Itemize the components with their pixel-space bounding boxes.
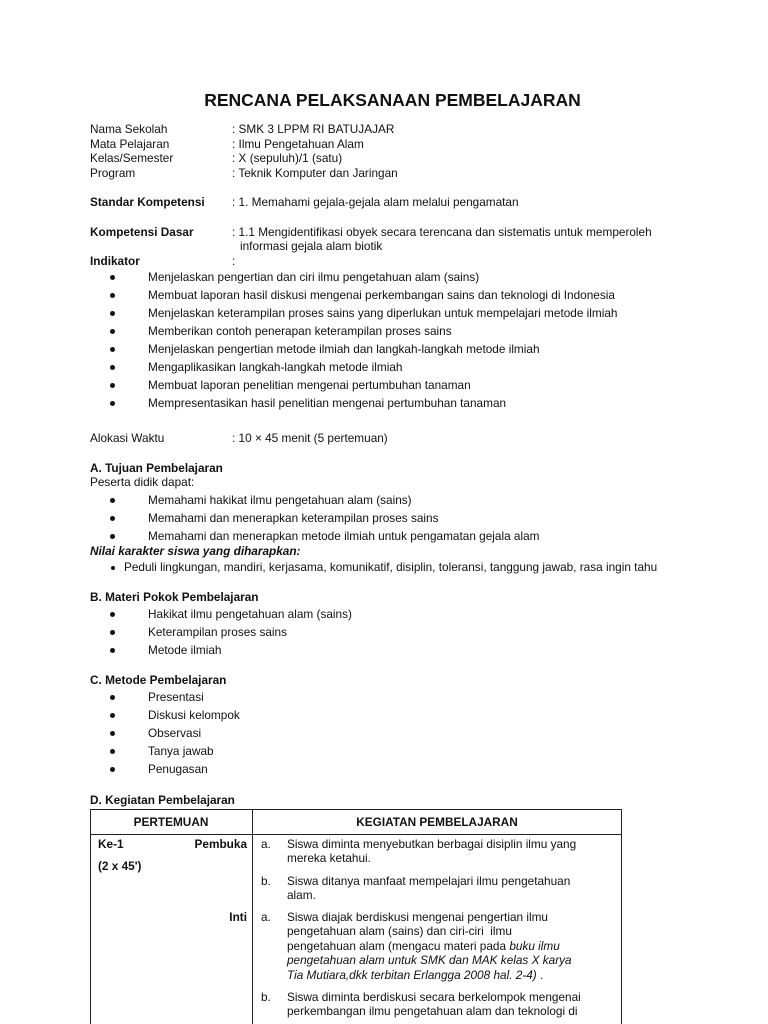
identity-label: Program bbox=[90, 166, 136, 181]
standar-kompetensi-label: Standar Kompetensi bbox=[90, 195, 205, 209]
bullet-icon bbox=[110, 516, 115, 521]
list-item bbox=[90, 558, 730, 576]
indikator-row bbox=[90, 254, 710, 268]
bullet-icon bbox=[110, 275, 115, 280]
page-title: RENCANA PELAKSANAAN PEMBELAJARAN bbox=[204, 90, 581, 110]
step-marker: b. bbox=[261, 990, 271, 1004]
alokasi-waktu-label: Alokasi Waktu bbox=[90, 431, 165, 445]
bullet-icon bbox=[110, 534, 115, 539]
list-item bbox=[90, 394, 730, 412]
list-item-text: Tanya jawab bbox=[148, 744, 214, 758]
book-reference: buku ilmu bbox=[509, 938, 560, 953]
list-item bbox=[90, 688, 730, 706]
section-heading: C. Metode Pembelajaran bbox=[90, 673, 227, 687]
alokasi-waktu bbox=[90, 431, 710, 445]
list-item-text: Membuat laporan penelitian mengenai pertumbuhan tanaman bbox=[148, 378, 471, 392]
identity-row bbox=[90, 151, 710, 166]
list-item-text: Memahami hakikat ilmu pengetahuan alam (sains) bbox=[148, 493, 412, 507]
step-line: mereka ketahui. bbox=[287, 851, 371, 866]
kompetensi-dasar bbox=[90, 225, 710, 253]
step-line: perkembangan ilmu pengetahuan alam dan teknologi di bbox=[287, 1004, 578, 1019]
karakter-heading-block bbox=[90, 544, 710, 558]
standar-kompetensi-row bbox=[90, 195, 710, 209]
bullet-icon bbox=[110, 612, 115, 617]
bullet-icon bbox=[110, 695, 115, 700]
list-item-text: Menjelaskan pengertian metode ilmiah dan langkah-langkah metode ilmiah bbox=[148, 342, 540, 356]
step-line bbox=[287, 968, 613, 982]
table-border-left bbox=[90, 809, 91, 1024]
materi-section bbox=[90, 590, 710, 604]
list-item-text: Memahami dan menerapkan keterampilan proses sains bbox=[148, 511, 439, 525]
alokasi-waktu-value: : 10 × 45 menit (5 pertemuan) bbox=[232, 431, 388, 445]
list-item bbox=[90, 641, 730, 659]
bullet-icon bbox=[110, 498, 115, 503]
step-line: alam. bbox=[287, 888, 316, 903]
identity-row bbox=[90, 166, 710, 181]
karakter-list bbox=[90, 558, 730, 576]
list-item-text: Memahami dan menerapkan metode ilmiah untuk pengamatan gejala alam bbox=[148, 529, 540, 543]
step-text bbox=[287, 910, 613, 982]
step-line: pengetahuan alam (sains) dan ciri-ciri ilmu bbox=[287, 924, 512, 939]
list-item-text: Presentasi bbox=[148, 690, 204, 704]
standar-kompetensi bbox=[90, 195, 710, 209]
step-marker: a. bbox=[261, 837, 271, 851]
list-item-text: Penugasan bbox=[148, 762, 208, 776]
list-item-text: Menjelaskan pengertian dan ciri ilmu pengetahuan alam (sains) bbox=[148, 270, 480, 284]
list-item bbox=[90, 760, 730, 778]
bullet-icon bbox=[110, 648, 115, 653]
list-item-text: Peduli lingkungan, mandiri, kerjasama, komunikatif, disiplin, toleransi, tanggung jawab, rasa ingin tahu bbox=[124, 560, 658, 574]
identity-row bbox=[90, 137, 710, 152]
list-item bbox=[90, 304, 730, 322]
bullet-icon bbox=[110, 630, 115, 635]
list-item-text: Mengaplikasikan langkah-langkah metode ilmiah bbox=[148, 360, 403, 374]
table-header-divider bbox=[90, 834, 622, 835]
bullet-icon bbox=[110, 767, 115, 772]
table-column-divider bbox=[252, 809, 253, 1024]
list-item bbox=[90, 623, 730, 641]
meeting-duration: (2 x 45') bbox=[98, 859, 142, 873]
karakter-heading: Nilai karakter siswa yang diharapkan: bbox=[90, 544, 301, 558]
section-heading: D. Kegiatan Pembelajaran bbox=[90, 793, 235, 807]
list-item bbox=[90, 286, 730, 304]
bullet-icon bbox=[110, 347, 115, 352]
list-item bbox=[90, 340, 730, 358]
tujuan-intro: Peserta didik dapat: bbox=[90, 475, 195, 489]
identity-block bbox=[90, 122, 710, 181]
step-line-closing: . bbox=[536, 967, 544, 982]
indikator-colon: : bbox=[232, 254, 236, 268]
metode-section bbox=[90, 673, 710, 687]
list-item-text: Diskusi kelompok bbox=[148, 708, 240, 722]
identity-row bbox=[90, 122, 710, 137]
indikator-heading bbox=[90, 254, 710, 268]
meeting-number: Ke-1 bbox=[98, 837, 124, 851]
bullet-icon bbox=[110, 383, 115, 388]
list-item bbox=[90, 322, 730, 340]
identity-label: Nama Sekolah bbox=[90, 122, 168, 136]
step-text bbox=[287, 837, 613, 866]
bullet-icon bbox=[110, 365, 115, 370]
bullet-icon bbox=[110, 401, 115, 406]
kompetensi-dasar-row bbox=[90, 239, 710, 253]
step-text bbox=[287, 990, 613, 1019]
bullet-icon bbox=[110, 293, 115, 298]
list-item bbox=[90, 527, 730, 545]
list-item bbox=[90, 358, 730, 376]
book-reference: Tia Mutiara,dkk terbitan Erlangga 2008 hal. 2-4) bbox=[287, 967, 537, 982]
bullet-icon bbox=[110, 749, 115, 754]
identity-value: : SMK 3 LPPM RI BATUJAJAR bbox=[232, 122, 395, 136]
bullet-icon bbox=[110, 311, 115, 316]
book-reference: pengetahuan alam untuk SMK dan MAK kelas X karya bbox=[287, 953, 572, 968]
step-line-text: pengetahuan alam (mengacu materi pada bbox=[287, 938, 510, 953]
list-item-text: Mempresentasikan hasil penelitian mengenai pertumbuhan tanaman bbox=[148, 396, 507, 410]
list-item bbox=[90, 706, 730, 724]
list-item-text: Metode ilmiah bbox=[148, 643, 222, 657]
list-item bbox=[90, 491, 730, 509]
identity-label: Mata Pelajaran bbox=[90, 136, 170, 151]
kompetensi-dasar-value: informasi gejala alam biotik bbox=[240, 239, 383, 253]
table-border-right bbox=[621, 809, 622, 1024]
bullet-icon bbox=[110, 731, 115, 736]
kompetensi-dasar-row bbox=[90, 225, 710, 239]
kegiatan-section bbox=[90, 793, 710, 807]
materi-list bbox=[90, 605, 730, 659]
tujuan-section bbox=[90, 461, 710, 489]
alokasi-waktu-row bbox=[90, 431, 710, 445]
list-item-text: Menjelaskan keterampilan proses sains yang diperlukan untuk mempelajari metode ilmiah bbox=[148, 306, 618, 320]
table-border-top bbox=[90, 809, 622, 810]
phase-label-pembuka: Pembuka bbox=[194, 837, 247, 851]
list-item-text: Hakikat ilmu pengetahuan alam (sains) bbox=[148, 607, 352, 621]
table-header-kegiatan: KEGIATAN PEMBELAJARAN bbox=[356, 815, 518, 829]
step-marker: a. bbox=[261, 910, 271, 924]
list-item-text: Observasi bbox=[148, 726, 202, 740]
kompetensi-dasar-label: Kompetensi Dasar bbox=[90, 225, 194, 239]
kompetensi-dasar-value: : 1.1 Mengidentifikasi obyek secara terencana dan sistematis untuk memperoleh bbox=[232, 225, 652, 239]
tujuan-list bbox=[90, 491, 730, 545]
step-line bbox=[287, 939, 613, 953]
identity-value: : Teknik Komputer dan Jaringan bbox=[232, 166, 398, 181]
identity-value: : Ilmu Pengetahuan Alam bbox=[232, 136, 364, 151]
phase-label-inti: Inti bbox=[229, 910, 247, 924]
identity-label: Kelas/Semester bbox=[90, 151, 174, 166]
bullet-icon bbox=[111, 566, 115, 570]
step-marker: b. bbox=[261, 874, 271, 888]
section-heading: B. Materi Pokok Pembelajaran bbox=[90, 590, 259, 604]
list-item-text: Membuat laporan hasil diskusi mengenai perkembangan sains dan teknologi di Indonesia bbox=[148, 288, 615, 302]
step-line: Siswa diminta berdiskusi secara berkelompok mengenai bbox=[287, 990, 581, 1004]
list-item bbox=[90, 268, 730, 286]
indikator-label: Indikator bbox=[90, 254, 140, 268]
step-line: Siswa ditanya manfaat mempelajari ilmu pengetahuan bbox=[287, 874, 571, 888]
step-text bbox=[287, 874, 613, 903]
list-item-text: Memberikan contoh penerapan keterampilan proses sains bbox=[148, 324, 452, 338]
bullet-icon bbox=[110, 329, 115, 334]
list-item bbox=[90, 605, 730, 623]
standar-kompetensi-value: : 1. Memahami gejala-gejala alam melalui pengamatan bbox=[232, 195, 519, 209]
list-item bbox=[90, 742, 730, 760]
indikator-list bbox=[90, 268, 730, 412]
list-item-text: Keterampilan proses sains bbox=[148, 625, 288, 639]
step-line: Siswa diminta menyebutkan berbagai disiplin ilmu yang bbox=[287, 837, 577, 851]
bullet-icon bbox=[110, 713, 115, 718]
step-line: Siswa diajak berdiskusi mengenai pengertian ilmu bbox=[287, 910, 548, 924]
metode-list bbox=[90, 688, 730, 778]
identity-value: : X (sepuluh)/1 (satu) bbox=[232, 151, 343, 166]
table-header-pertemuan: PERTEMUAN bbox=[133, 815, 209, 829]
section-heading: A. Tujuan Pembelajaran bbox=[90, 461, 223, 475]
list-item bbox=[90, 376, 730, 394]
list-item bbox=[90, 509, 730, 527]
list-item bbox=[90, 724, 730, 742]
